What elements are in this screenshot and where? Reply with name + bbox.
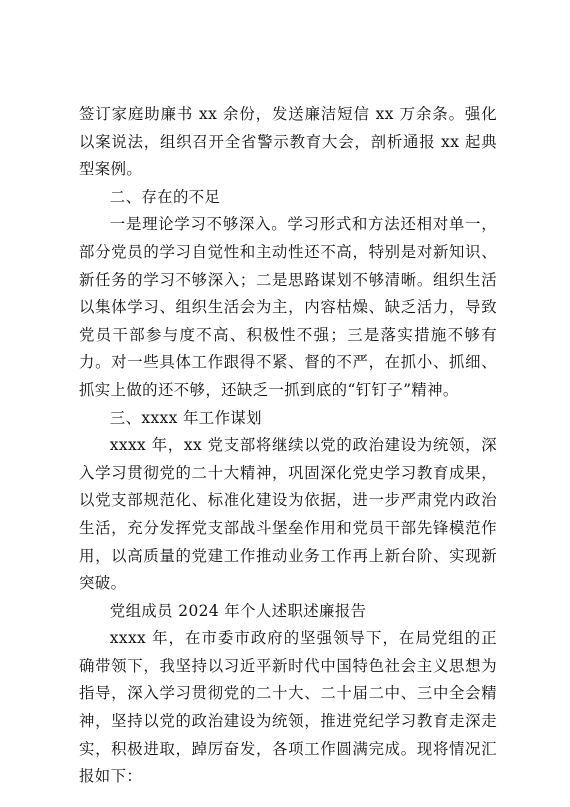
report-title: 党组成员 2024 年个人述职述廉报告 — [109, 601, 367, 620]
paragraph-discipline-measures: 签订家庭助廉书 xx 余份，发送廉洁短信 xx 万余条。强化以案说法，组织召开全省警示教育大会，剖析通报 xx 起典型案例。 — [79, 105, 497, 179]
paragraph-shortcomings: 一是理论学习不够深入。学习形式和方法还相对单一，部分党员的学习自觉性和主动性还不高，特别是对新知识、新任务的学习不够深入；二是思路谋划不够清晰。组织生活以集体学习、组织生活会为主，内容枯燥、缺乏活力，导致党员干部参与度不高、积极性不强；三是落实措施不够有力。对一些具体工作跟得不紧、督的不严，在抓小、抓细、抓实上做的还不够，还缺乏一抓到底的“钉钉子”精神。 — [79, 215, 497, 399]
section-heading-shortcomings: 二、存在的不足 — [109, 187, 221, 206]
document-page — [79, 101, 497, 791]
paragraph-work-plan: xxxx 年，xx 党支部将继续以党的政治建设为统领，深入学习贯彻党的二十大精神，巩固深化党史学习教育成果，以党支部规范化、标准化建设为依据，进一步严肃党内政治生活，充分发挥党支部战斗堡垒作用和党员干部先锋模范作用，以高质量的党建工作推动业务工作再上新台阶、实现新突破。 — [79, 436, 497, 593]
paragraph-report-intro: xxxx 年，在市委市政府的坚强领导下，在局党组的正确带领下，我坚持以习近平新时代中国特色社会主义思想为指导，深入学习贯彻党的二十大、二十届二中、三中全会精神，坚持以党的政治建设为统领，推进党纪学习教育走深走实，积极进取，踔厉奋发，各项工作圆满完成。现将情况汇报如下： — [79, 629, 497, 786]
section-heading-work-plan: 三、xxxx 年工作谋划 — [109, 408, 262, 427]
